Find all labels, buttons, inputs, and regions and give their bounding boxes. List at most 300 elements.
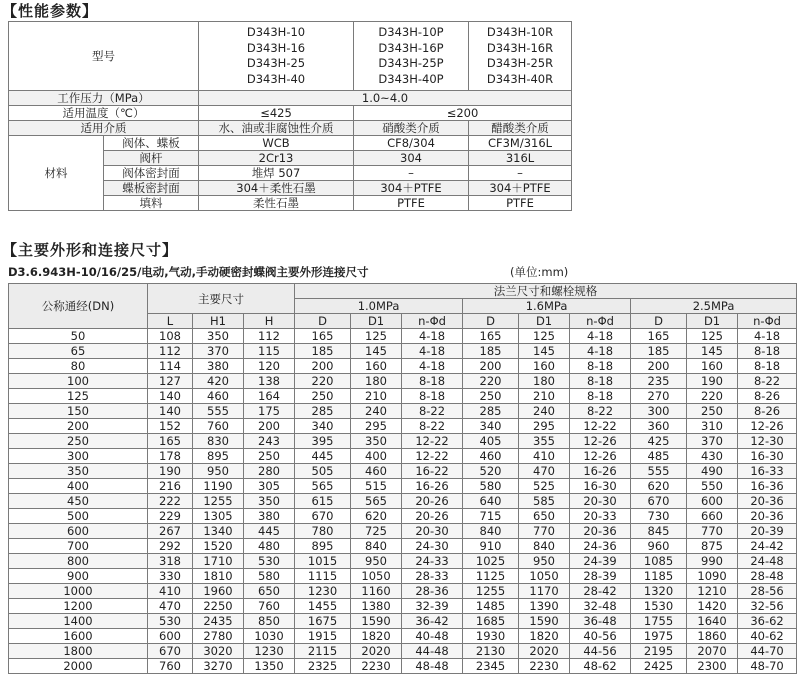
material-name: 阀杆 [104,151,199,166]
dimension-cell: 285 [295,404,351,419]
dimension-cell: 760 [148,659,193,674]
model-list-3 [469,22,572,91]
material-value: – [354,166,469,181]
dimension-cell: 330 [148,569,193,584]
material-value: CF3M/316L [469,136,572,151]
dimension-cell: 175 [244,404,295,419]
dimension-cell: 1320 [631,584,687,599]
dimension-cell: 12-22 [402,449,463,464]
dimension-cell: 178 [148,449,193,464]
dimension-cell: 160 [519,359,570,374]
dn-cell: 800 [9,554,148,569]
dn-cell: 500 [9,509,148,524]
dimension-cell: 1050 [519,569,570,584]
material-name: 填料 [104,196,199,211]
dn-cell: 400 [9,479,148,494]
pressure-header-3: 2.5MPa [631,299,797,314]
dn-cell: 150 [9,404,148,419]
temperature-value: ≤425 [199,106,354,121]
dimension-cell: 445 [244,524,295,539]
model: D343H-16P [378,40,444,55]
dimension-cell: 12-22 [570,419,631,434]
dimensions-table [8,283,797,674]
table-row [9,479,797,494]
dimension-cell: 295 [351,419,402,434]
table-row [9,359,797,374]
dimension-cell: 1015 [295,554,351,569]
dimension-cell: 185 [295,344,351,359]
dimension-cell: 310 [687,419,738,434]
dimension-cell: 350 [351,434,402,449]
col-header-l: L [148,314,193,329]
dimension-cell: 4-18 [570,344,631,359]
table-row [9,554,797,569]
dimension-cell: 670 [631,494,687,509]
dimension-cell: 410 [519,449,570,464]
model: D343H-16 [246,40,306,55]
dimension-cell: 8-18 [402,374,463,389]
dimension-cell: 250 [295,389,351,404]
dimension-cell: 370 [193,344,244,359]
dimension-cell: 565 [295,479,351,494]
table-row [9,374,797,389]
dimension-cell: 1030 [244,629,295,644]
dimension-cell: 20-26 [402,509,463,524]
table-row [9,524,797,539]
dimension-cell: 12-26 [570,434,631,449]
dimension-cell: 200 [631,359,687,374]
dimension-cell: 235 [631,374,687,389]
dimension-cell: 40-62 [738,629,797,644]
dimension-cell: 8-22 [402,419,463,434]
dimension-cell: 8-18 [570,389,631,404]
dimension-cell: 780 [295,524,351,539]
dimension-cell: 4-18 [570,329,631,344]
dimension-cell: 1590 [519,614,570,629]
dimension-cell: 505 [295,464,351,479]
dimensions-section-title: 【主要外形和连接尺寸】 [2,241,179,259]
dimension-cell: 1520 [193,539,244,554]
table-row [9,449,797,464]
material-name: 蝶板密封面 [104,181,199,196]
dimension-cell: 44-56 [570,644,631,659]
dimension-cell: 470 [519,464,570,479]
dimension-cell: 555 [631,464,687,479]
dimension-cell: 990 [687,554,738,569]
dimension-cell: 120 [244,359,295,374]
material-value: 柔性石墨 [199,196,354,211]
dimension-cell: 145 [519,344,570,359]
dimension-cell: 895 [295,539,351,554]
model-label: 型号 [9,22,199,91]
dimension-cell: 410 [148,584,193,599]
table-row [9,389,797,404]
dimension-cell: 210 [519,389,570,404]
table-row [9,599,797,614]
dn-cell: 1000 [9,584,148,599]
performance-section-title: 【性能参数】 [2,2,99,20]
table-row [9,404,797,419]
dimension-cell: 305 [244,479,295,494]
col-header-h: H [244,314,295,329]
dimension-cell: 165 [295,329,351,344]
dimension-cell: 28-36 [402,584,463,599]
dimension-cell: 2130 [463,644,519,659]
col-header-bolts: n-Φd [738,314,797,329]
table-row [9,539,797,554]
dimension-cell: 840 [519,539,570,554]
dimension-cell: 12-30 [738,434,797,449]
dn-cell: 1600 [9,629,148,644]
model: D343H-25R [486,56,554,70]
dimension-cell: 216 [148,479,193,494]
temperature-label: 适用温度（℃） [9,106,199,121]
dimension-cell: 28-33 [402,569,463,584]
dimension-cell: 20-30 [570,494,631,509]
dimension-cell: 24-48 [738,554,797,569]
dimension-cell: 164 [244,389,295,404]
dimension-cell: 1820 [519,629,570,644]
dimension-cell: 24-33 [402,554,463,569]
dn-cell: 1200 [9,599,148,614]
dimension-cell: 445 [295,449,351,464]
dimension-cell: 725 [351,524,402,539]
dimension-cell: 1710 [193,554,244,569]
dimension-cell: 1420 [687,599,738,614]
dn-cell: 2000 [9,659,148,674]
dimension-cell: 515 [351,479,402,494]
dimension-cell: 20-36 [738,494,797,509]
dimension-cell: 350 [193,329,244,344]
dimension-cell: 370 [687,434,738,449]
dimension-cell: 340 [295,419,351,434]
model: D343H-10P [378,25,444,39]
dimension-cell: 1125 [463,569,519,584]
dn-cell: 250 [9,434,148,449]
dimension-cell: 1455 [295,599,351,614]
dimension-cell: 2070 [687,644,738,659]
dimension-cell: 20-36 [570,524,631,539]
dimension-cell: 640 [463,494,519,509]
dimension-cell: 40-56 [570,629,631,644]
dimension-cell: 1860 [687,629,738,644]
dimension-cell: 8-18 [570,359,631,374]
dimension-cell: 600 [148,629,193,644]
dimension-cell: 2435 [193,614,244,629]
dimension-cell: 185 [463,344,519,359]
table-row [9,464,797,479]
dimension-cell: 152 [148,419,193,434]
dimension-cell: 20-36 [738,509,797,524]
dimension-cell: 1685 [463,614,519,629]
pressure-header-2: 1.6MPa [463,299,631,314]
dn-cell: 125 [9,389,148,404]
dimension-cell: 32-39 [402,599,463,614]
dimension-cell: 550 [687,479,738,494]
dimension-cell: 16-33 [738,464,797,479]
dimension-cell: 165 [463,329,519,344]
dimension-cell: 910 [463,539,519,554]
dimension-cell: 16-26 [402,479,463,494]
dimension-cell: 1185 [631,569,687,584]
dimension-cell: 280 [244,464,295,479]
dimension-cell: 16-36 [738,479,797,494]
col-header-bolts: n-Φd [570,314,631,329]
dimension-cell: 420 [193,374,244,389]
dimension-cell: 8-26 [738,404,797,419]
dimension-cell: 4-18 [402,344,463,359]
dn-cell: 80 [9,359,148,374]
dimension-cell: 1230 [295,584,351,599]
dimension-cell: 340 [463,419,519,434]
dimension-cell: 240 [519,404,570,419]
media-value: 硝酸类介质 [354,121,469,136]
dimension-cell: 222 [148,494,193,509]
dimension-cell: 28-39 [570,569,631,584]
table-row [9,434,797,449]
dimension-cell: 660 [687,509,738,524]
dimension-cell: 380 [244,509,295,524]
model-list-1 [199,22,354,91]
material-label: 材料 [9,136,104,211]
dimension-cell: 395 [295,434,351,449]
dimension-cell: 8-22 [402,404,463,419]
dimension-cell: 650 [244,584,295,599]
dimension-cell: 165 [631,329,687,344]
dimension-cell: 318 [148,554,193,569]
media-label: 适用介质 [9,121,199,136]
dimension-cell: 8-18 [570,374,631,389]
col-header-d1: D1 [351,314,402,329]
dimension-cell: 138 [244,374,295,389]
dimension-cell: 950 [351,554,402,569]
pressure-header-1: 1.0MPa [295,299,463,314]
dimension-cell: 565 [351,494,402,509]
dn-cell: 700 [9,539,148,554]
dimension-cell: 585 [519,494,570,509]
dimension-cell: 530 [148,614,193,629]
dimension-cell: 770 [519,524,570,539]
dimension-cell: 1210 [687,584,738,599]
dimension-cell: 28-42 [570,584,631,599]
dimension-cell: 1530 [631,599,687,614]
dimension-cell: 1915 [295,629,351,644]
dimension-cell: 20-30 [402,524,463,539]
dimension-cell: 620 [631,479,687,494]
dimension-cell: 145 [351,344,402,359]
model: D343H-40 [246,71,306,86]
model: D343H-25P [378,56,444,70]
dimension-cell: 840 [463,524,519,539]
dimension-cell: 108 [148,329,193,344]
col-header-d: D [631,314,687,329]
dn-cell: 200 [9,419,148,434]
dimension-cell: 1050 [351,569,402,584]
dn-cell: 300 [9,449,148,464]
dimension-cell: 2020 [351,644,402,659]
dimension-cell: 670 [295,509,351,524]
dimensions-table-body [9,329,797,674]
dimension-cell: 1230 [244,644,295,659]
dimension-cell: 1255 [463,584,519,599]
dimension-cell: 8-18 [738,359,797,374]
table-row [9,584,797,599]
dimension-cell: 1975 [631,629,687,644]
dimension-cell: 48-62 [570,659,631,674]
dimension-cell: 8-22 [738,374,797,389]
dimension-cell: 160 [687,359,738,374]
dimension-cell: 1640 [687,614,738,629]
col-header-d1: D1 [519,314,570,329]
material-value: CF8/304 [354,136,469,151]
dimension-cell: 1305 [193,509,244,524]
dimension-cell: 460 [351,464,402,479]
dimension-cell: 48-48 [402,659,463,674]
table-row [9,509,797,524]
dimension-cell: 600 [687,494,738,509]
table-row [9,419,797,434]
dimension-cell: 127 [148,374,193,389]
dn-cell: 350 [9,464,148,479]
material-value: 304 [354,151,469,166]
dimension-cell: 770 [687,524,738,539]
dimension-cell: 12-26 [738,419,797,434]
dimension-cell: 580 [244,569,295,584]
dimension-cell: 220 [295,374,351,389]
dimension-cell: 460 [193,389,244,404]
material-value: 304＋PTFE [469,181,572,196]
dimension-cell: 24-42 [738,539,797,554]
dimension-cell: 1115 [295,569,351,584]
dimension-cell: 24-36 [570,539,631,554]
main-dims-header: 主要尺寸 [148,284,295,314]
dimension-cell: 1090 [687,569,738,584]
dimension-cell: 4-18 [402,329,463,344]
dimension-cell: 4-18 [402,359,463,374]
dimension-cell: 140 [148,389,193,404]
dimension-cell: 200 [463,359,519,374]
material-value: WCB [199,136,354,151]
dimension-cell: 380 [193,359,244,374]
dimension-cell: 250 [244,449,295,464]
flange-header: 法兰尺寸和螺栓规格 [295,284,797,299]
unit-label: (单位:mm) [510,265,569,279]
dimension-cell: 960 [631,539,687,554]
dimension-cell: 115 [244,344,295,359]
temperature-value: ≤200 [354,106,572,121]
dimension-cell: 24-30 [402,539,463,554]
dimension-cell: 112 [244,329,295,344]
dimension-cell: 620 [351,509,402,524]
dimension-cell: 16-30 [570,479,631,494]
pressure-value: 1.0~4.0 [199,91,572,106]
model: D343H-10R [486,25,554,39]
dimension-cell: 200 [295,359,351,374]
dimension-cell: 36-42 [402,614,463,629]
dimension-cell: 1675 [295,614,351,629]
dimension-cell: 1190 [193,479,244,494]
dn-cell: 50 [9,329,148,344]
dimension-cell: 12-22 [402,434,463,449]
dimension-cell: 180 [519,374,570,389]
dimension-cell: 1810 [193,569,244,584]
table-row [9,344,797,359]
dimension-cell: 250 [463,389,519,404]
dimension-cell: 670 [148,644,193,659]
dimension-cell: 650 [519,509,570,524]
dimension-cell: 2115 [295,644,351,659]
col-header-d: D [463,314,519,329]
col-header-bolts: n-Φd [402,314,463,329]
dimension-cell: 1085 [631,554,687,569]
dn-cell: 600 [9,524,148,539]
dimension-cell: 24-39 [570,554,631,569]
dimension-cell: 8-18 [402,389,463,404]
dn-cell: 1400 [9,614,148,629]
dimension-cell: 114 [148,359,193,374]
dimension-cell: 8-26 [738,389,797,404]
dimension-cell: 270 [631,389,687,404]
dimension-cell: 160 [351,359,402,374]
dimension-cell: 875 [687,539,738,554]
dimension-cell: 2230 [519,659,570,674]
dimension-cell: 430 [687,449,738,464]
material-name: 阀体、蝶板 [104,136,199,151]
dimension-cell: 2230 [351,659,402,674]
dimension-cell: 8-18 [738,344,797,359]
dimension-cell: 950 [519,554,570,569]
dimension-cell: 285 [463,404,519,419]
dimension-cell: 555 [193,404,244,419]
material-value: – [469,166,572,181]
dimension-cell: 28-48 [738,569,797,584]
dimension-cell: 16-22 [402,464,463,479]
table-row [9,569,797,584]
dimension-cell: 1960 [193,584,244,599]
dimension-cell: 1820 [351,629,402,644]
dimension-cell: 180 [351,374,402,389]
dimension-cell: 580 [463,479,519,494]
model: D343H-40P [378,71,444,86]
dimension-cell: 460 [463,449,519,464]
dimension-cell: 1390 [519,599,570,614]
dimension-cell: 125 [351,329,402,344]
dimension-cell: 485 [631,449,687,464]
pressure-label: 工作压力（MPa） [9,91,199,106]
dimension-cell: 1350 [244,659,295,674]
dimension-cell: 229 [148,509,193,524]
dimension-cell: 20-33 [570,509,631,524]
dimension-cell: 1340 [193,524,244,539]
dimension-cell: 48-70 [738,659,797,674]
material-name: 阀体密封面 [104,166,199,181]
dimension-cell: 2325 [295,659,351,674]
media-value: 醋酸类介质 [469,121,572,136]
dimension-cell: 520 [463,464,519,479]
dimension-cell: 2020 [519,644,570,659]
dimension-cell: 2425 [631,659,687,674]
media-value: 水、油或非腐蚀性介质 [199,121,354,136]
dimension-cell: 760 [244,599,295,614]
dimension-cell: 2195 [631,644,687,659]
dimension-cell: 845 [631,524,687,539]
material-value: 堆焊 507 [199,166,354,181]
dimension-cell: 730 [631,509,687,524]
material-value: PTFE [469,196,572,211]
dimension-cell: 360 [631,419,687,434]
material-value: 316L [469,151,572,166]
dimension-cell: 840 [351,539,402,554]
